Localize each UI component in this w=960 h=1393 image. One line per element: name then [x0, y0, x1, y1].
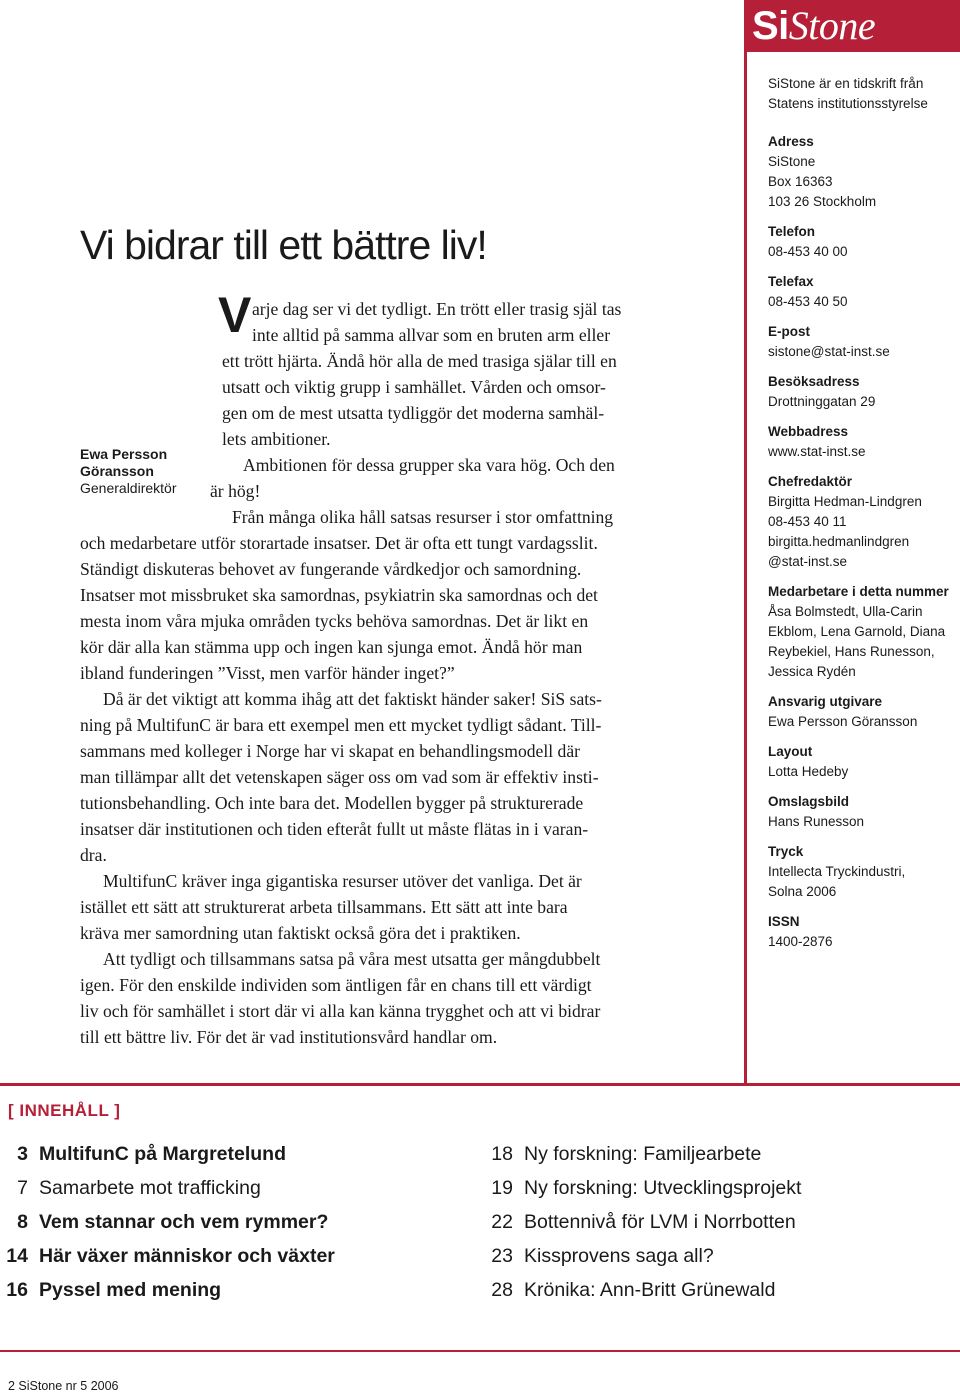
toc-item[interactable]: 14 Här växer människor och växter [6, 1245, 335, 1267]
author-role: Generaldirektör [80, 480, 177, 496]
toc-item[interactable]: 28 Krönika: Ann-Britt Grünewald [491, 1279, 776, 1301]
colophon-intro: SiStone är en tidskrift från Statens institutionsstyrelse [768, 76, 928, 111]
colophon-layout: Layout Lotta Hedeby [768, 744, 849, 779]
colophon-publisher: Ansvarig utgivare Ewa Persson Göransson [768, 694, 918, 729]
body-line: gen om de mest utsatta tydliggör det moderna samhäl- [222, 403, 605, 423]
colophon-web: Webbadress www.stat-inst.se [768, 424, 866, 459]
body-line: ibland funderingen ”Visst, men varför händer inget?” [80, 663, 455, 683]
colophon-fax: Telefax 08-453 40 50 [768, 274, 848, 309]
body-line: till ett bättre liv. För det är vad institutionsvård handlar om. [80, 1027, 498, 1047]
colophon [768, 74, 956, 962]
body-line: lets ambitioner. [222, 429, 331, 449]
body-line: tutionsbehandling. Och inte bara det. Modellen bygger på strukturerade [80, 793, 584, 813]
body-line: mesta inom våra mjuka områden tycks behöva samordnas. Det är likt en [80, 611, 589, 631]
colophon-phone: Telefon 08-453 40 00 [768, 224, 848, 259]
toc-item[interactable]: 18 Ny forskning: Familjearbete [491, 1143, 762, 1165]
colophon-printer: Tryck Intellecta Tryckindustri, Solna 2006 [768, 844, 906, 899]
contents-top-rule [0, 1083, 960, 1086]
body-line: dra. [80, 845, 107, 865]
sistone-logo: SiStone [744, 0, 960, 52]
body-line: utsatt och viktig grupp i samhället. Vården och omsor- [222, 377, 606, 397]
toc-item[interactable]: 7 Samarbete mot trafficking [17, 1177, 261, 1199]
body-line: istället ett sätt att strukturerat arbeta tillsammans. Ett sätt att inte bara [80, 897, 568, 917]
editorial-headline: Vi bidrar till ett bättre liv! [80, 222, 487, 268]
toc-item[interactable]: 23 Kissprovens saga all? [491, 1245, 714, 1267]
toc-item[interactable]: 22 Bottennivå för LVM i Norrbotten [491, 1211, 796, 1233]
author-name-cont: Göransson [80, 463, 154, 479]
body-line: är hög! [210, 481, 261, 501]
colophon-cover-photo: Omslagsbild Hans Runesson [768, 794, 865, 829]
column-divider [744, 52, 747, 1084]
body-line: Från många olika håll satsas resurser i stor omfattning [232, 507, 614, 527]
contents-bottom-rule [0, 1350, 960, 1352]
body-line: kör där alla kan stämma upp och ingen kan sjunga emot. Ändå hör man [80, 637, 583, 657]
colophon-contributors: Medarbetare i detta nummer Åsa Bolmstedt, Ulla-Carin Ekblom, Lena Garnold, Diana Reybekiel, Hans Runesson, Jessica Rydén [768, 584, 949, 679]
body-line: arje dag ser vi det tydligt. En trött eller trasig själ tas [252, 299, 622, 319]
colophon-email: E-post sistone@stat-inst.se [768, 324, 890, 359]
drop-cap: V [218, 287, 252, 343]
body-line: kräva mer samordning utan faktiskt också göra det i praktiken. [80, 923, 521, 943]
body-line: ett trött hjärta. Ändå hör alla de med trasiga själar till en [222, 351, 617, 371]
colophon-visiting-address: Besöksadress Drottninggatan 29 [768, 374, 876, 409]
colophon-issn: ISSN 1400-2876 [768, 914, 833, 949]
toc-item[interactable]: 16 Pyssel med mening [6, 1279, 222, 1301]
page-footer: 2 SiStone nr 5 2006 [8, 1379, 119, 1393]
body-line: man tillämpar allt det vetenskapen säger oss om vad som är effektiv insti- [80, 767, 599, 787]
body-line: Då är det viktigt att komma ihåg att det faktiskt händer saker! SiS sats- [103, 689, 602, 709]
author-name: Ewa Persson [80, 446, 168, 462]
toc-item[interactable]: 8 Vem stannar och vem rymmer? [17, 1211, 329, 1233]
contents-heading: [ INNEHÅLL ] [8, 1101, 121, 1120]
body-line: igen. För den enskilde individen som äntligen får en chans till ett värdigt [80, 975, 592, 995]
colophon-address: Adress SiStone Box 16363 103 26 Stockholm [768, 134, 877, 209]
body-line: ning på MultifunC är bara ett exempel men ett mycket tydligt sådant. Till- [80, 715, 602, 735]
toc-item[interactable]: 19 Ny forskning: Utvecklingsprojekt [491, 1177, 802, 1199]
body-line: Ständigt diskuteras behovet av fungerande vårdkedjor och samordning. [80, 559, 582, 579]
body-line: liv och för samhället i stort där vi alla kan känna trygghet och att vi bidrar [80, 1001, 601, 1021]
body-line: Att tydligt och tillsammans satsa på våra mest utsatta ger mångdubbelt [103, 949, 601, 969]
body-line: och medarbetare utför storartade insatser. Det är ofta ett tungt vardagsslit. [80, 533, 598, 553]
body-line: Insatser mot missbruket ska samordnas, psykiatrin ska samordnas och det [80, 585, 598, 605]
body-line: insatser där institutionen och tiden efteråt fullt ut måste flätas in i varan- [80, 819, 589, 839]
colophon-editor-in-chief: Chefredaktör Birgitta Hedman-Lindgren 08-453 40 11 birgitta.hedmanlindgren @stat-inst.se [768, 474, 922, 569]
toc-item[interactable]: 3 MultifunC på Margretelund [17, 1143, 286, 1165]
body-line: Ambitionen för dessa grupper ska vara hög. Och den [243, 455, 615, 475]
body-line: MultifunC kräver inga gigantiska resurser utöver det vanliga. Det är [103, 871, 582, 891]
body-line: sammans med kolleger i Norge har vi skapat en behandlingsmodell där [80, 741, 580, 761]
body-line: inte alltid på samma allvar som en bruten arm eller [252, 325, 611, 345]
